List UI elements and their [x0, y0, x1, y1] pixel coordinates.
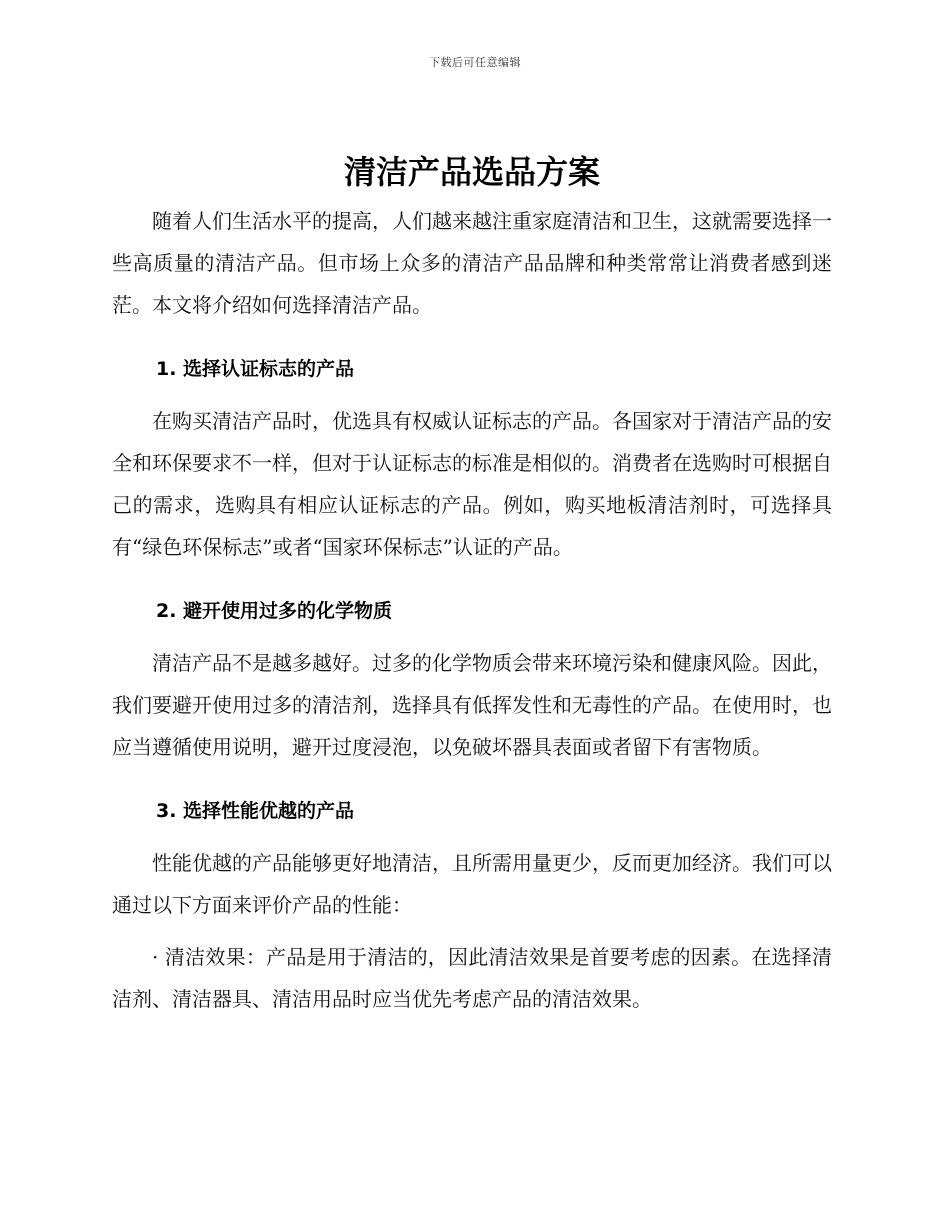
- section-1-paragraph: 在购买清洁产品时，优选具有权威认证标志的产品。各国家对于清洁产品的安全和环保要求不一样，但对于认证标志的标准是相似的。消费者在选购时可根据自己的需求，选购具有相应认证标志的产品。例如，购买地板清洁剂时，可选择具有“绿色环保标志”或者“国家环保标志”认证的产品。: [112, 409, 832, 559]
- section-2-paragraph: 清洁产品不是越多越好。过多的化学物质会带来环境污染和健康风险。因此，我们要避开使用过多的清洁剂，选择具有低挥发性和无毒性的产品。在使用时，也应当遵循使用说明，避开过度浸泡，以免破坏器具表面或者留下有害物质。: [112, 651, 832, 759]
- section-heading-3: 3. 选择性能优越的产品: [156, 800, 355, 822]
- bullet-item-cleaning-effect: · 清洁效果：产品是用于清洁的，因此清洁效果是首要考虑的因素。在选择清洁剂、清洁器具、清洁用品时应当优先考虑产品的清洁效果。: [112, 945, 832, 1011]
- section-3-paragraph: 性能优越的产品能够更好地清洁，且所需用量更少，反而更加经济。我们可以通过以下方面来评价产品的性能：: [112, 851, 832, 917]
- header-note: 下载后可任意编辑: [429, 56, 521, 69]
- section-heading-1: 1. 选择认证标志的产品: [156, 358, 355, 380]
- intro-paragraph: 随着人们生活水平的提高，人们越来越注重家庭清洁和卫生，这就需要选择一些高质量的清洁产品。但市场上众多的清洁产品品牌和种类常常让消费者感到迷茫。本文将介绍如何选择清洁产品。: [112, 209, 832, 317]
- document-title: 清洁产品选品方案: [343, 153, 600, 191]
- document-body: [112, 148, 832, 1020]
- section-heading-2: 2. 避开使用过多的化学物质: [156, 600, 393, 622]
